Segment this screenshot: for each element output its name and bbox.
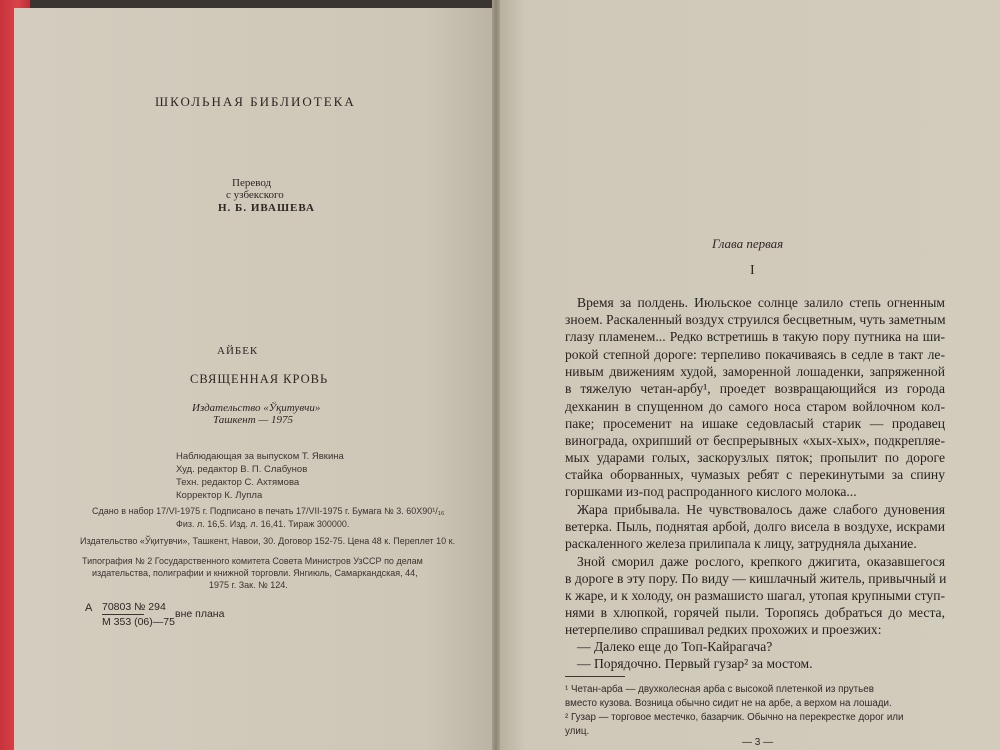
body-line: Зной сморил даже рослого, крепкого джигита, оказавшегося	[577, 554, 945, 569]
credit-line: Техн. редактор С. Ахтямова	[176, 477, 300, 488]
body-line: дехканин в спущенном до самого носа старом войлочном кол-	[565, 399, 945, 414]
body-line: мых ударами голых, заскорузлых пяток; пропылит по дороге	[565, 450, 945, 465]
body-line: в дороге в эту пору. По виду — кишлачный житель, привычный и	[565, 571, 947, 586]
body-line: горшками из-под распроданного кислого молока...	[565, 484, 857, 499]
footnote-line: ² Гузар — торговое местечко, базарчик. Обычно на перекрестке дорог или	[565, 712, 904, 723]
body-line: стайка оборванных, чумазых ребят с перекинутыми за спину	[565, 467, 945, 482]
body-line: винограда, охрипший от беспрерывных «хых-хых», подкрепляе-	[565, 433, 945, 448]
printer-line: издательства, полиграфии и книжной торговли. Янгиюль, Самаркандская, 44,	[92, 568, 418, 578]
footnote-line: улиц.	[565, 726, 590, 737]
book-title: СВЯЩЕННАЯ КРОВЬ	[190, 372, 329, 386]
body-line: паке; просеменит на ишаке седовласый старик — продавец	[565, 416, 945, 431]
body-line: нетерпеливо спрашивал редких прохожих и проезжих:	[565, 622, 882, 637]
body-line: зноем. Раскаленный воздух струился бесцветным, чуть заметным	[565, 312, 946, 327]
credit-line: Худ. редактор В. П. Слабунов	[176, 464, 308, 475]
body-line: нивым движениям худой, заморенной лошаденки, запряженной	[565, 364, 945, 379]
catalog-divider	[102, 614, 144, 615]
chapter-heading: Глава первая	[712, 236, 784, 251]
body-line: раскаленного железа прилипала к лицу, затрудняла дыхание.	[565, 536, 917, 551]
translator-name: Н. Б. ИВАШЕВА	[218, 202, 315, 214]
body-line: нями в хлюпкой, горячей пыли. Торопясь добраться до места,	[565, 605, 945, 620]
dialogue-line: — Порядочно. Первый гузар² за мостом.	[577, 656, 813, 671]
credit-line: Наблюдающая за выпуском Т. Явкина	[176, 451, 344, 462]
body-line: к жаре, и к холоду, он размашисто шагал, утопая крупными ступ-	[565, 588, 945, 603]
body-line: в тяжелую четан-арбу¹, проедет возвращающийся из города	[565, 381, 945, 396]
print-info-line: Физ. л. 16,5. Изд. л. 16,41. Тираж 300000.	[176, 519, 350, 529]
print-info-line: Сдано в набор 17/VI-1975 г. Подписано в печать 17/VII-1975 г. Бумага № 3. 60Х90¹/₁₆	[92, 506, 445, 516]
printer-line: 1975 г. Зак. № 124.	[209, 580, 288, 590]
publisher-year: Ташкент — 1975	[213, 414, 293, 426]
catalog-code: М 353 (06)—75	[102, 616, 175, 628]
body-line: рокой степной дороге: терпеливо покачиваясь в седле в такт ле-	[565, 347, 945, 362]
page-number: — 3 —	[742, 737, 774, 748]
footnote-line: ¹ Четан-арба — двухколесная арба с высокой плетенкой из прутьев	[565, 684, 874, 695]
book-gutter	[492, 0, 500, 750]
translation-label: Перевод	[232, 177, 272, 189]
publisher-address: Издательство «Ўқитувчи», Ташкент, Навои, 30. Договор 152-75. Цена 48 к. Переплет 10 к.	[80, 536, 456, 546]
footnote-line: вместо кузова. Возница обычно сидит не на арбе, а верхом на лошади.	[565, 698, 892, 709]
footnote-rule	[565, 676, 625, 677]
series-title: ШКОЛЬНАЯ БИБЛИОТЕКА	[155, 94, 356, 109]
section-number: I	[750, 263, 755, 278]
catalog-letter: А	[85, 602, 93, 614]
printer-line: Типография № 2 Государственного комитета Совета Министров УзССР по делам	[82, 556, 423, 566]
author-name: АЙБЕК	[217, 345, 259, 357]
body-line: Время за полдень. Июльское солнце залило степь огненным	[577, 295, 945, 310]
body-line: глазу пламенем... Редко встретишь в такую пору путника на ши-	[565, 329, 945, 344]
credit-line: Корректор К. Лупла	[176, 490, 263, 501]
body-line: ветерка. Пыль, поднятая арбой, долго висела в воздухе, искрами	[565, 519, 945, 534]
body-line: Жара прибывала. Не чувствовалось даже слабого дуновения	[577, 502, 945, 517]
catalog-note: вне плана	[175, 608, 225, 620]
translation-source: с узбекского	[226, 189, 284, 201]
catalog-number: 70803 № 294	[102, 601, 166, 613]
publisher-name: Издательство «Ўқитувчи»	[192, 402, 321, 414]
dialogue-line: — Далеко еще до Топ-Кайрагача?	[577, 639, 773, 654]
